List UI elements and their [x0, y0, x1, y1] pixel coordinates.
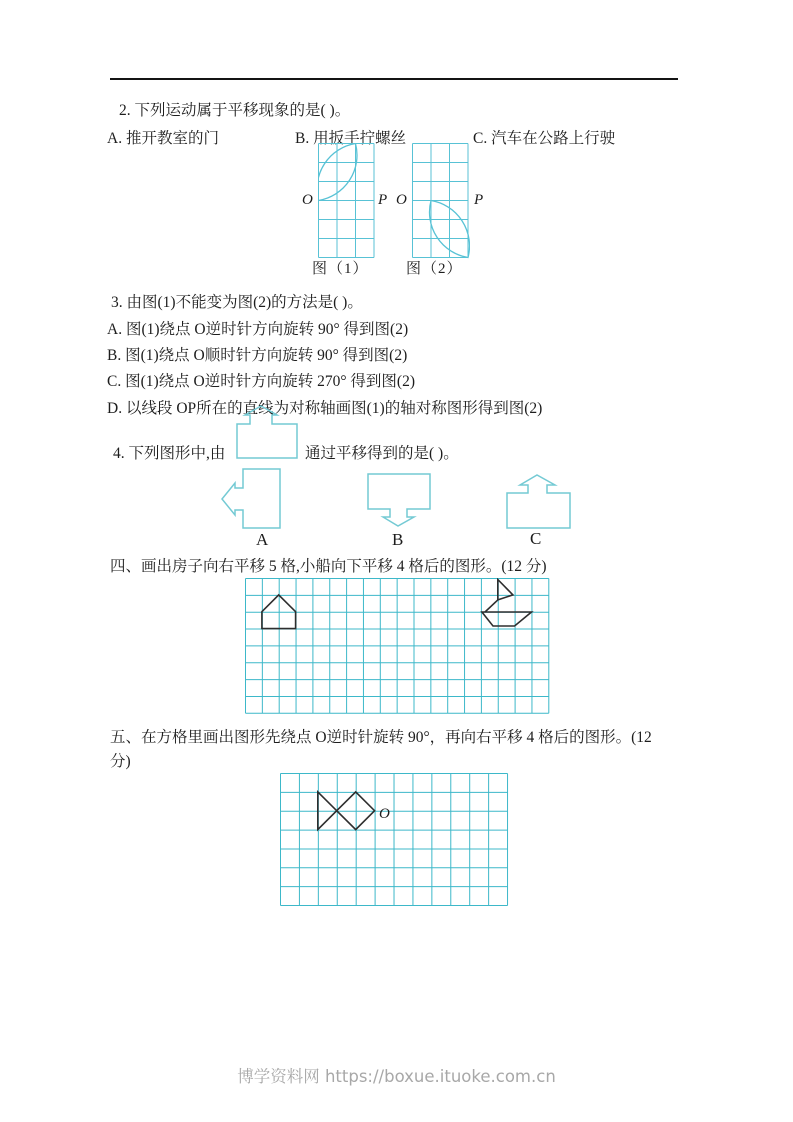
top-divider [110, 78, 678, 80]
q-five-point-o: O [379, 806, 391, 822]
fig1-point-p: P [378, 192, 389, 208]
q2-stem: 2. 下列运动属于平移现象的是( )。 [119, 102, 351, 119]
q2-option-c: C. 汽车在公路上行驶 [473, 130, 616, 147]
q4-shape-a-left-arrow [218, 465, 284, 533]
fig1-point-o: O [302, 192, 314, 208]
q3-option-d: D. 以线段 OP所在的直线为对称轴画图(1)的轴对称图形得到图(2) [107, 400, 543, 417]
q3-stem: 3. 由图(1)不能变为图(2)的方法是( )。 [111, 294, 363, 311]
q4-reference-shape [218, 404, 302, 462]
fig2-caption: 图（2） [406, 261, 463, 277]
q4-shape-c-up-arrow [504, 472, 576, 532]
fig1-grid [318, 143, 376, 259]
fig2-point-o: O [396, 192, 408, 208]
q2-option-b: B. 用扳手拧螺丝 [295, 130, 407, 147]
q3-option-a: A. 图(1)绕点 O逆时针方向旋转 90° 得到图(2) [107, 321, 409, 338]
footer-watermark: 博学资料网 https://boxue.ituoke.com.cn [237, 1067, 556, 1086]
q4-label-c: C [530, 529, 542, 548]
q-five-stem-line2: 分) [110, 753, 131, 770]
q4-stem-suffix: 通过平移得到的是( )。 [305, 445, 459, 462]
fig2-point-p: P [474, 192, 485, 208]
q-five-grid [280, 773, 509, 907]
q4-label-a: A [256, 530, 269, 549]
q4-label-b: B [392, 530, 404, 549]
q2-option-a: A. 推开教室的门 [107, 130, 219, 147]
q3-option-b: B. 图(1)绕点 O顺时针方向旋转 90° 得到图(2) [107, 347, 408, 364]
fig2-grid [412, 143, 470, 259]
q4-shape-b-down-arrow [365, 470, 435, 532]
q-four-grid [245, 578, 550, 715]
q-four-stem: 四、画出房子向右平移 5 格,小船向下平移 4 格后的图形。(12 分) [110, 558, 547, 575]
boat-shape [482, 580, 532, 627]
q3-option-c: C. 图(1)绕点 O逆时针方向旋转 270° 得到图(2) [107, 373, 416, 390]
fig1-caption: 图（1） [312, 261, 369, 277]
q4-stem-prefix: 4. 下列图形中,由 [113, 445, 226, 462]
q-five-stem-line1: 五、在方格里画出图形先绕点 O逆时针旋转 90°，再向右平移 4 格后的图形。(12 [110, 729, 652, 746]
